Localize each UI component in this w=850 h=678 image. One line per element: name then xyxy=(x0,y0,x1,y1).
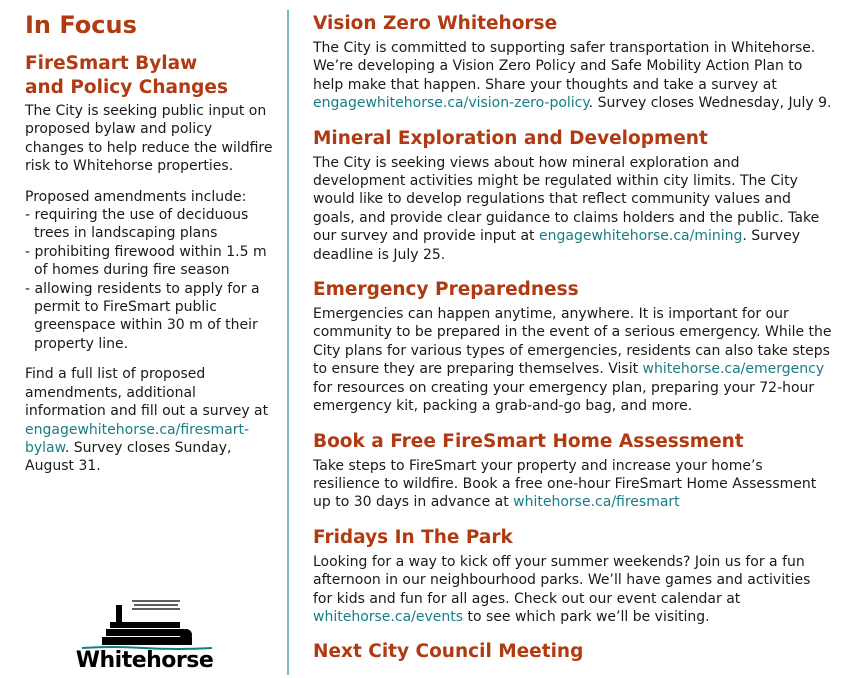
firesmart-link[interactable]: whitehorse.ca/firesmart xyxy=(513,494,680,511)
logo-wordmark: Whitehorse xyxy=(75,648,214,673)
section-text: Emergencies can happen anytime, anywhere. It is important for our community to be prepared in the event of a serious emergency. While the City plans for various types of emergencies, residents can also take steps to ensure they are preparing themselves. Visit xyxy=(313,306,832,378)
left-column xyxy=(25,10,275,476)
section-body xyxy=(313,553,833,627)
section-title: Next City Council Meeting xyxy=(313,641,584,663)
section-tail: for resources on creating your emergency plan, preparing your 72-hour emergency kit, packing a grab-and-go bag, and more. xyxy=(313,379,815,415)
mineral-exploration-section xyxy=(313,127,833,264)
events-link[interactable]: whitehorse.ca/events xyxy=(313,608,464,625)
section-text: Looking for a way to kick off your summer weekends? Join us for a fun afternoon in our neighbourhood parks. We’ll have games and activities for kids and fun for all ages. Check out our event calendar at xyxy=(313,553,811,607)
whitehorse-logo xyxy=(72,596,217,676)
mining-link[interactable]: engagewhitehorse.ca/mining xyxy=(539,228,743,245)
right-column xyxy=(313,12,833,678)
section-title: Fridays In The Park xyxy=(313,526,513,548)
amendments-intro: Proposed amendments include: xyxy=(25,188,247,205)
section-body xyxy=(313,457,833,512)
firesmart-outro xyxy=(25,365,275,475)
outro-tail: . Survey closes Sunday, August 31. xyxy=(25,439,232,475)
section-body xyxy=(313,305,833,415)
outro-text: Find a full list of proposed amendments, additional information and fill out a survey at xyxy=(25,366,269,420)
section-title: Book a Free FireSmart Home Assessment xyxy=(313,430,744,452)
amendment-item: - allowing residents to apply for a permit to FireSmart public greenspace within 30 m of their property line. xyxy=(25,280,260,352)
in-focus-heading: In Focus xyxy=(25,11,137,39)
emergency-link[interactable]: whitehorse.ca/emergency xyxy=(642,361,825,378)
firesmart-assessment-section xyxy=(313,430,833,512)
section-text: The City is committed to supporting safer transportation in Whitehorse. We’re developing a Vision Zero Policy and Safe Mobility Action Plan to help make that happen. Share your thoughts and take a survey at xyxy=(313,40,816,93)
firesmart-title xyxy=(25,52,275,100)
amendment-item: - prohibiting firewood within 1.5 m of homes during fire season xyxy=(25,243,267,279)
vision-zero-link[interactable]: engagewhitehorse.ca/vision-zero-policy xyxy=(313,95,589,112)
next-council-meeting-section xyxy=(313,640,833,664)
section-tail: . Survey deadline is July 25. xyxy=(313,228,800,263)
amendment-item: - requiring the use of deciduous trees in landscaping plans xyxy=(25,207,249,242)
section-body xyxy=(313,154,833,264)
section-body xyxy=(313,39,833,113)
section-tail: . Survey closes Wednesday, July 9. xyxy=(588,95,832,112)
emergency-preparedness-section xyxy=(313,278,833,415)
section-tail: to see which park we’ll be visiting. xyxy=(463,608,710,625)
section-title: Vision Zero Whitehorse xyxy=(313,13,558,34)
fridays-in-the-park-section xyxy=(313,526,833,627)
firesmart-bylaw-link[interactable]: engagewhitehorse.ca/firesmart-bylaw xyxy=(25,421,249,456)
section-text: Take steps to FireSmart your property and increase your home’s resilience to wildfire. Book a free one-hour FireSmart Home Assessment up to 30 days in advance at xyxy=(313,457,817,511)
firesmart-intro: The City is seeking public input on proposed bylaw and policy changes to help reduce the wildfire risk to Whitehorse properties. xyxy=(25,103,273,175)
column-divider xyxy=(287,10,289,675)
section-text: The City is seeking views about how mineral exploration and development activities might be regulated within city limits. The City would like to develop regulations that reflect community values and goals, and provide clear guidance to claims holders and the public. Take our survey and provide input at xyxy=(313,154,820,245)
section-title: Emergency Preparedness xyxy=(313,279,579,301)
vision-zero-section xyxy=(313,12,833,113)
sternwheeler-icon xyxy=(72,596,217,654)
amendments-list xyxy=(25,206,275,353)
section-title: Mineral Exploration and Development xyxy=(313,127,708,149)
firesmart-title-line2: and Policy Changes xyxy=(25,77,228,98)
firesmart-title-line1: FireSmart Bylaw xyxy=(25,53,198,74)
